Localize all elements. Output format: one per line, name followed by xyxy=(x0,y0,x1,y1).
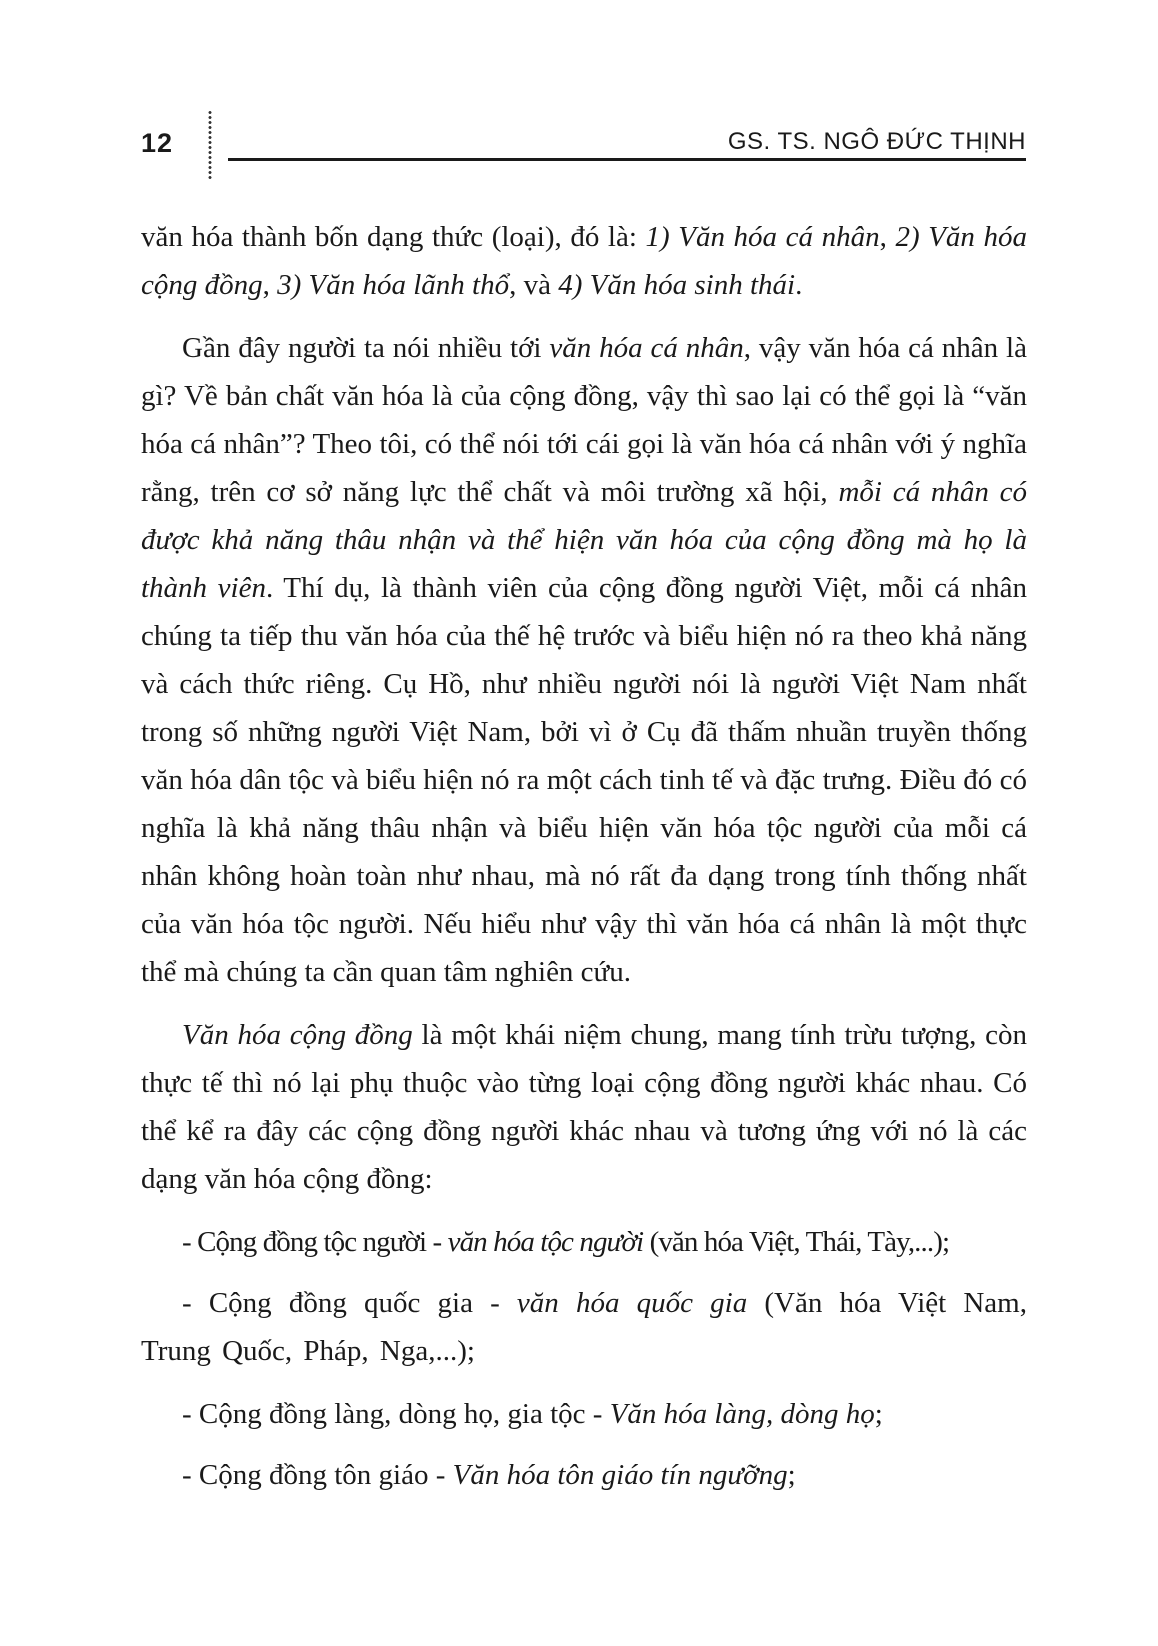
text-run: văn hóa thành bốn dạng thức (loại), đó là: xyxy=(141,221,646,253)
text-run: - Cộng đồng quốc gia - xyxy=(182,1287,517,1319)
italic-run: văn hóa cá nhân xyxy=(549,332,744,364)
text-run: (Văn hóa Việt Nam, Trung Quốc, Pháp, Nga,...); xyxy=(141,1287,1027,1367)
italic-run: văn hóa tộc người xyxy=(447,1226,644,1258)
list-item xyxy=(141,1451,1027,1499)
text-run: - Cộng đồng tôn giáo - xyxy=(182,1459,453,1491)
italic-run: Văn hóa cộng đồng xyxy=(182,1019,413,1051)
page-number: 12 xyxy=(141,128,174,158)
ornamental-divider xyxy=(207,110,213,180)
italic-run: Văn hóa tôn giáo tín ngưỡng xyxy=(452,1459,788,1491)
italic-run: 4) Văn hóa sinh thái xyxy=(558,269,796,301)
list-item xyxy=(141,1218,1027,1266)
paragraph-individual-culture xyxy=(141,324,1027,996)
text-run: ; xyxy=(787,1459,796,1491)
header-rule xyxy=(228,158,1026,161)
text-run: . Thí dụ, là thành viên của cộng đồng người Việt, mỗi cá nhân chúng ta tiếp thu văn hóa của thế hệ trước và biểu hiện nó ra theo khả năng và cách thức riêng. Cụ Hồ, như nhiều người nói là người Việt Nam nhất trong số những người Việt Nam, bởi vì ở Cụ đã thấm nhuần truyền thống văn hóa dân tộc và biểu hiện nó ra một cách tinh tế và đặc trưng. Điều đó có nghĩa là khả năng thâu nhận và biểu hiện văn hóa tộc người của mỗi cá nhân không hoàn toàn như nhau, mà nó rất đa dạng trong tính thống nhất của văn hóa tộc người. Nếu hiểu như vậy thì văn hóa cá nhân là một thực thể mà chúng ta cần quan tâm nghiên cứu. xyxy=(141,572,1028,988)
italic-run: Văn hóa làng, dòng họ xyxy=(609,1398,875,1430)
paragraph-culture-types xyxy=(141,213,1027,309)
italic-run: văn hóa quốc gia xyxy=(516,1287,748,1319)
text-run: , xyxy=(879,221,896,253)
text-run: , xyxy=(262,269,278,301)
text-run: , và xyxy=(509,269,559,301)
text-run: - Cộng đồng làng, dòng họ, gia tộc - xyxy=(182,1398,610,1430)
list-item xyxy=(141,1390,1027,1438)
text-run: ; xyxy=(874,1398,883,1430)
running-head-author: GS. TS. NGÔ ĐỨC THỊNH xyxy=(727,128,1026,155)
text-run: (văn hóa Việt, Thái, Tày,...); xyxy=(643,1226,950,1258)
text-run: - Cộng đồng tộc người - xyxy=(182,1226,448,1258)
italic-run: 2) Văn hóa cộng đồng xyxy=(141,221,1027,301)
italic-run: 3) Văn hóa lãnh thổ xyxy=(277,269,510,301)
paragraph-community-culture xyxy=(141,1011,1027,1203)
text-run: . xyxy=(795,269,803,301)
page-header xyxy=(0,0,1158,180)
list-item xyxy=(141,1279,1027,1375)
text-run: là một khái niệm chung, mang tính trừu tượng, còn thực tế thì nó lại phụ thuộc vào từng loại cộng đồng người khác nhau. Có thể kể ra đây các cộng đồng người khác nhau và tương ứng với nó là các dạng văn hóa cộng đồng: xyxy=(141,1019,1027,1195)
italic-run: mỗi cá nhân có được khả năng thâu nhận và thể hiện văn hóa của cộng đồng mà họ là thành viên xyxy=(141,476,1028,604)
text-run: Gần đây người ta nói nhiều tới xyxy=(182,332,550,364)
italic-run: 1) Văn hóa cá nhân xyxy=(645,221,880,253)
page-body xyxy=(141,213,1027,1512)
text-run: , vậy văn hóa cá nhân là gì? Về bản chất văn hóa là của cộng đồng, vậy thì sao lại có thể gọi là “văn hóa cá nhân”? Theo tôi, có thể nói tới cái gọi là văn hóa cá nhân với ý nghĩa rằng, trên cơ sở năng lực thể chất và môi trường xã hội, xyxy=(141,332,1027,508)
